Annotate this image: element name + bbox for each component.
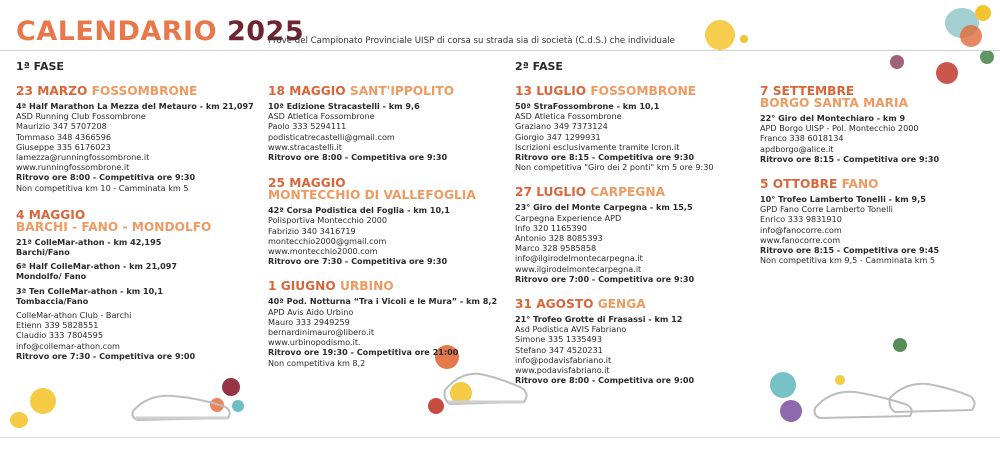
race-detail-strong: 10ª Edizione Stracastelli - km 9,6	[268, 101, 420, 111]
race-detail: ColleMar-athon Club - Barchi	[16, 310, 132, 321]
race-detail: Non competitiva "Giro dei 2 ponti" km 5 ore 9:30	[515, 162, 714, 173]
race-detail-strong: Ritrovo ore 8:00 - Competitiva ore 9:00	[515, 375, 695, 386]
race-heading	[515, 186, 765, 198]
events-column-4	[760, 85, 1000, 265]
race-detail-strong: 22° Giro del Montechiaro - km 9	[760, 113, 906, 123]
race-location: URBINO	[339, 279, 394, 294]
race-detail: Simone 335 1335493	[515, 334, 602, 345]
race-detail: Etienn 339 5828551	[16, 320, 99, 331]
race-detail: Maurizio 347 5707208	[16, 121, 107, 132]
email-link[interactable]: bernardinimauro@libero.it	[268, 327, 375, 338]
race-detail: ASD Atletica Fossombrone	[268, 111, 375, 122]
race-event	[268, 280, 518, 367]
race-detail: APD Avis Aido Urbino	[268, 306, 354, 317]
race-heading	[268, 177, 518, 201]
race-location: MONTECCHIO DI VALLEFOGLIA	[268, 188, 476, 203]
phase-label-first: 1ª FASE	[16, 60, 64, 73]
race-date: 23 MARZO	[16, 84, 88, 98]
events-column-1	[16, 85, 266, 361]
race-detail-strong: Ritrovo ore 8:15 - Competitiva ore 9:30	[760, 153, 940, 164]
race-detail-strong: Ritrovo ore 7:30 - Competitiva ore 9:00	[16, 350, 196, 361]
email-link[interactable]: info@collemar-athon.com	[16, 340, 120, 351]
email-link[interactable]: info@fanocorre.com	[760, 224, 842, 235]
website-link[interactable]: www.ilgirodelmontecarpegna.it	[515, 263, 642, 274]
race-detail: Non competitiva km 8,2	[268, 357, 366, 368]
race-heading	[16, 85, 266, 97]
race-detail-strong: Ritrovo ore 8:00 - Competitiva ore 9:30	[268, 152, 448, 163]
website-link[interactable]: www.podavisfabriano.it	[515, 365, 610, 376]
race-location: FOSSOMBRONE	[91, 84, 198, 98]
email-link[interactable]: info@podavisfabriano.it	[515, 354, 612, 365]
race-date: 7 SETTEMBRE	[760, 84, 855, 98]
race-detail: Paolo 333 5294111	[268, 121, 347, 132]
website-link[interactable]: www.montecchio2000.com	[268, 246, 378, 257]
race-event	[16, 85, 266, 193]
email-link[interactable]: podisticatrecastelli@gmail.com	[268, 131, 395, 142]
race-detail-strong: 50ª StraFossombrone - km 10,1	[515, 101, 660, 111]
race-detail: Stefano 347 4520231	[515, 344, 603, 355]
website-link[interactable]: www.urbinopodismo.it.	[268, 337, 361, 348]
race-detail: Enrico 333 9831910	[760, 214, 842, 225]
race-detail-strong: 3ª Ten ColleMar-athon - km 10,1	[16, 285, 163, 296]
race-event	[760, 85, 1000, 164]
email-link[interactable]: apdborgo@alice.it	[760, 143, 834, 154]
race-date: 13 LUGLIO	[515, 84, 587, 98]
race-detail-strong: 6ª Half ColleMar-athon - km 21,097	[16, 261, 178, 272]
race-heading	[760, 85, 1000, 109]
race-heading	[268, 280, 518, 292]
race-detail: APD Borgo UISP - Pol. Montecchio 2000	[760, 123, 919, 134]
race-detail-strong: Ritrovo ore 19:30 - Competitiva ore 21:00	[268, 347, 459, 358]
email-link[interactable]: info@ilgirodelmontecarpegna.it	[515, 253, 643, 264]
race-detail: Polisportiva Montecchio 2000	[268, 215, 388, 226]
race-date: 31 AGOSTO	[515, 297, 594, 312]
footer-divider	[0, 437, 1000, 438]
events-column-3	[515, 85, 765, 385]
race-detail: Non competitiva km 9,5 - Camminata km 5	[760, 255, 936, 266]
race-detail-strong: 4ª Half Marathon La Mezza del Metauro - km 21,097	[16, 101, 254, 111]
race-detail: Non competitiva km 10 - Camminata km 5	[16, 182, 189, 193]
race-detail: Giuseppe 335 6176023	[16, 141, 111, 152]
race-detail: Carpegna Experience APD	[515, 212, 622, 223]
race-detail-strong: Ritrovo ore 8:15 - Competitiva ore 9:30	[515, 152, 695, 163]
race-location: FANO	[841, 177, 879, 192]
race-detail-strong: Barchi/Fano	[16, 247, 70, 258]
website-link[interactable]: www.fanocorre.com	[760, 234, 841, 245]
race-location: BARCHI - FANO - MONDOLFO	[16, 219, 212, 234]
race-detail: Graziano 349 7373124	[515, 121, 608, 132]
race-detail: Info 320 1165390	[515, 222, 587, 233]
race-event	[760, 178, 1000, 265]
race-detail: Claudio 333 7804595	[16, 330, 103, 341]
race-detail: Antonio 328 8085393	[515, 233, 603, 244]
race-date: 4 MAGGIO	[16, 207, 86, 222]
race-detail: Iscrizioni esclusivamente tramite Icron.it	[515, 141, 680, 152]
race-date: 25 MAGGIO	[268, 176, 346, 191]
email-link[interactable]: lamezza@runningfossombrone.it	[16, 152, 150, 163]
race-detail: Asd Podistica AVIS Fabriano	[515, 324, 627, 335]
race-detail: ASD Atletica Fossombrone	[515, 111, 622, 122]
race-heading	[16, 209, 266, 233]
race-heading	[515, 298, 765, 310]
race-detail: GPD Fano Corre Lamberto Tonelli	[760, 204, 893, 215]
race-detail-strong: Ritrovo ore 7:00 - Competitiva ore 9:30	[515, 273, 695, 284]
race-location: FOSSOMBRONE	[590, 84, 697, 98]
race-detail-strong: Mondolfo/ Fano	[16, 271, 87, 282]
race-heading	[760, 178, 1000, 190]
race-detail-strong: Ritrovo ore 7:30 - Competitiva ore 9:30	[268, 256, 448, 267]
email-link[interactable]: montecchio2000@gmail.com	[268, 235, 387, 246]
race-event	[16, 209, 266, 361]
race-detail-strong: Ritrovo ore 8:15 - Competitiva ore 9:45	[760, 245, 940, 256]
race-detail-strong: 21ª ColleMar-athon - km 42,195	[16, 236, 162, 247]
race-event	[515, 85, 765, 172]
race-event	[268, 85, 518, 162]
race-date: 18 MAGGIO	[268, 84, 346, 98]
race-date: 5 OTTOBRE	[760, 177, 838, 192]
race-detail: ASD Running Club Fossombrone	[16, 111, 146, 122]
running-shoe-illustration	[128, 376, 238, 426]
race-detail: Tommaso 348 4366596	[16, 131, 112, 142]
website-link[interactable]: www.runningfossombrone.it	[16, 162, 130, 173]
race-location: CARPEGNA	[590, 185, 666, 200]
race-location: GENGA	[597, 297, 646, 312]
race-detail-strong: 21° Trofeo Grotte di Frasassi - km 12	[515, 314, 683, 325]
race-detail-strong: Ritrovo ore 8:00 - Competitiva ore 9:30	[16, 172, 196, 183]
race-detail-strong: 42ª Corsa Podistica del Foglia - km 10,1	[268, 205, 450, 216]
website-link[interactable]: www.stracastelli.it	[268, 141, 342, 152]
race-event	[268, 177, 518, 266]
running-shoe-illustration	[810, 368, 980, 428]
race-heading	[268, 85, 518, 97]
race-date: 1 GIUGNO	[268, 279, 336, 294]
race-date: 27 LUGLIO	[515, 185, 587, 200]
race-detail-strong: 10° Trofeo Lamberto Tonelli - km 9,5	[760, 194, 926, 205]
race-detail-strong: 23° Giro del Monte Carpegna - km 15,5	[515, 202, 693, 213]
race-event	[515, 186, 765, 284]
page-title: CALENDARIO 2025	[16, 16, 305, 47]
events-column-2	[268, 85, 518, 368]
race-detail-strong: Tombaccia/Fano	[16, 295, 89, 306]
race-detail-strong: 40ª Pod. Notturna “Tra i Vicoli e le Mura” - km 8,2	[268, 296, 498, 307]
race-location: SANT'IPPOLITO	[349, 84, 455, 98]
race-event	[515, 298, 765, 385]
race-detail: Fabrizio 340 3416719	[268, 225, 356, 236]
header-divider	[0, 50, 1000, 51]
phase-label-second: 2ª FASE	[515, 60, 563, 73]
page-subtitle: Prove del Campionato Provinciale UISP di corsa su strada sia di società (C.d.S.) che individuale	[268, 36, 675, 46]
race-heading	[515, 85, 765, 97]
race-detail: Mauro 333 2949259	[268, 316, 350, 327]
race-detail: Marco 328 9585858	[515, 243, 597, 254]
race-detail: Giorgio 347 1299931	[515, 131, 601, 142]
race-detail: Franco 338 6018134	[760, 133, 844, 144]
race-location: BORGO SANTA MARIA	[760, 96, 909, 110]
